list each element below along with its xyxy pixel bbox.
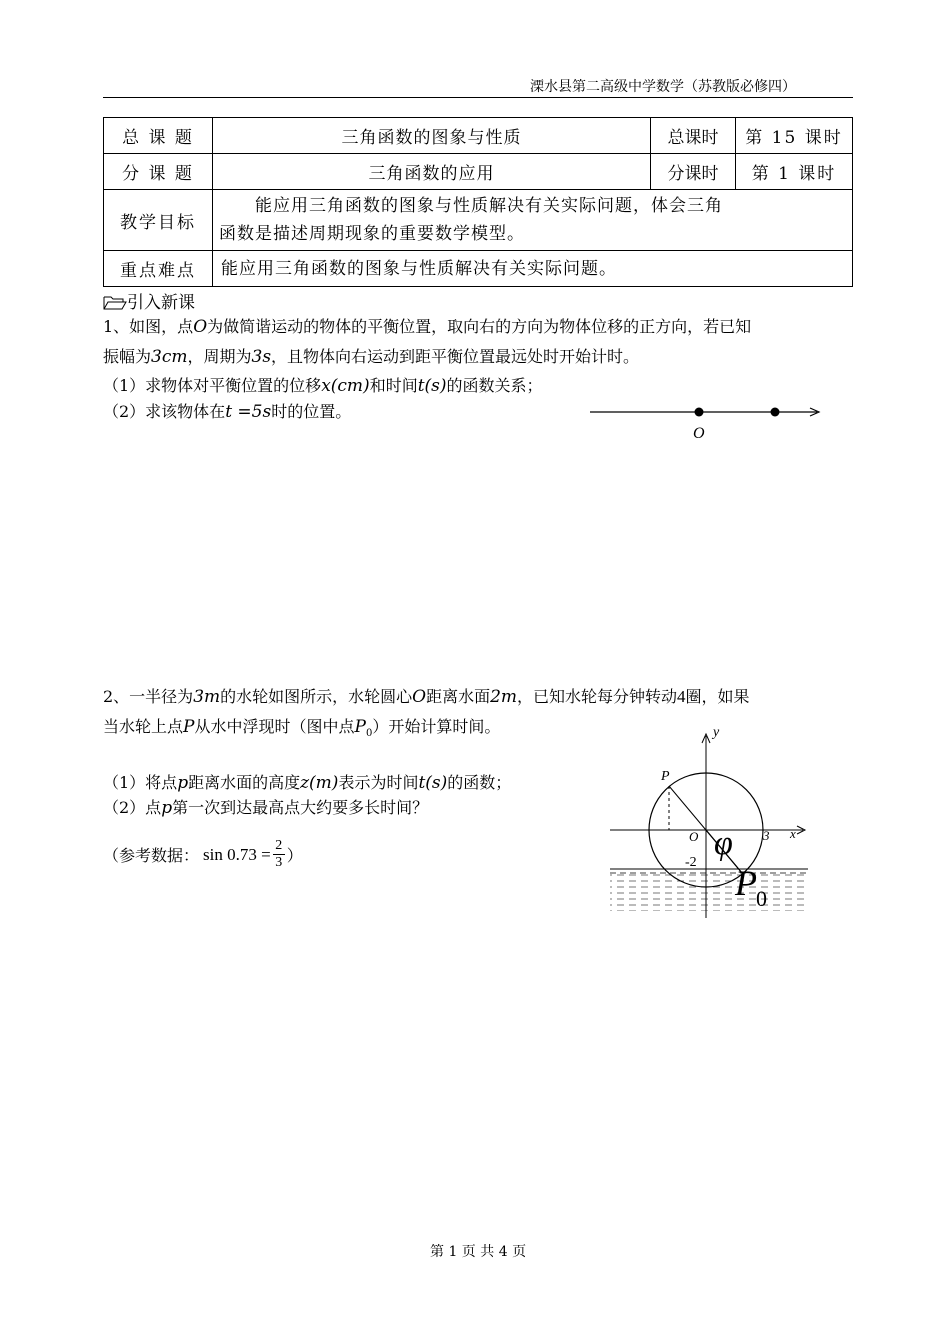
label-P0: P xyxy=(735,863,757,903)
label-y: y xyxy=(713,728,720,740)
label-x: x xyxy=(790,826,796,841)
table-row xyxy=(104,118,853,154)
teaching-goal-line1: 能应用三角函数的图象与性质解决有关实际问题，体会三角 xyxy=(219,196,723,216)
table-row xyxy=(104,251,853,287)
problem2-line1: 2、一半径为3m的水轮如图所示，水轮圆心O距离水面2m，已知水轮每分钟转动4圈，如果 xyxy=(103,687,750,707)
label-key-points: 重点难点 xyxy=(104,251,213,287)
label-O: O xyxy=(693,425,705,442)
table-row xyxy=(104,154,853,190)
key-points-value: 能应用三角函数的图象与性质解决有关实际问题。 xyxy=(213,251,853,287)
label-sub-topic: 分 课 题 xyxy=(104,154,213,190)
total-hours-value: 第 15 课时 xyxy=(736,118,853,154)
folder-icon xyxy=(103,294,127,310)
object-point xyxy=(771,408,780,417)
problem1-question1: （1）求物体对平衡位置的位移x(cm)和时间t(s)的函数关系； xyxy=(103,376,543,396)
label-neg2: -2 xyxy=(685,855,697,870)
total-topic-value: 三角函数的图象与性质 xyxy=(213,118,651,154)
document-header: 溧水县第二高级中学数学（苏教版必修四） xyxy=(530,79,796,95)
teaching-goal-line2: 函数是描述周期现象的重要数学模型。 xyxy=(219,224,525,244)
problem1-line1: 1、如图，点O为做简谐运动的物体的平衡位置，取向右的方向为物体位移的正方向，若已知 xyxy=(103,317,752,337)
label-P: P xyxy=(661,769,670,784)
page-footer: 第 1 页 共 4 页 xyxy=(430,1244,527,1260)
oscillation-figure xyxy=(585,400,825,445)
section-title-text: 引入新课 xyxy=(127,293,195,313)
label-total-topic: 总 课 题 xyxy=(104,118,213,154)
label-P0-sub: 0 xyxy=(756,886,767,911)
water-area xyxy=(610,871,808,911)
problem2-question1: （1）将点p距离水面的高度z(m)表示为时间t(s)的函数； xyxy=(103,773,512,793)
equilibrium-point xyxy=(695,408,704,417)
table-row xyxy=(104,190,853,251)
problem2-line2: 当水轮上点P从水中浮现时（图中点$P_0$）开始计算时间。 xyxy=(103,717,501,740)
fraction: 2 3 xyxy=(273,838,285,871)
label-teaching-goal: 教学目标 xyxy=(104,190,213,251)
label-O: O xyxy=(689,829,699,844)
teaching-goal-value xyxy=(213,190,853,251)
header-rule xyxy=(103,97,853,98)
sub-hours-value: 第 1 课时 xyxy=(736,154,853,190)
reference-data: （参考数据： sin 0.73 = 2 3 ） xyxy=(103,838,303,870)
water-wheel-figure xyxy=(605,728,815,918)
section-title xyxy=(103,288,195,313)
sub-topic-value: 三角函数的应用 xyxy=(213,154,651,190)
lesson-info-table xyxy=(103,117,853,287)
label-sub-hours: 分课时 xyxy=(651,154,736,190)
label-phi: φ xyxy=(714,825,733,862)
label-3: 3 xyxy=(763,828,770,843)
problem2-question2: （2）点p第一次到达最高点大约要多长时间？ xyxy=(103,798,429,818)
label-total-hours: 总课时 xyxy=(651,118,736,154)
problem1-line2: 振幅为3cm，周期为3s，且物体向右运动到距平衡位置最远处时开始计时。 xyxy=(103,347,640,367)
problem1-question2: （2）求该物体在t =5s时的位置。 xyxy=(103,402,352,422)
